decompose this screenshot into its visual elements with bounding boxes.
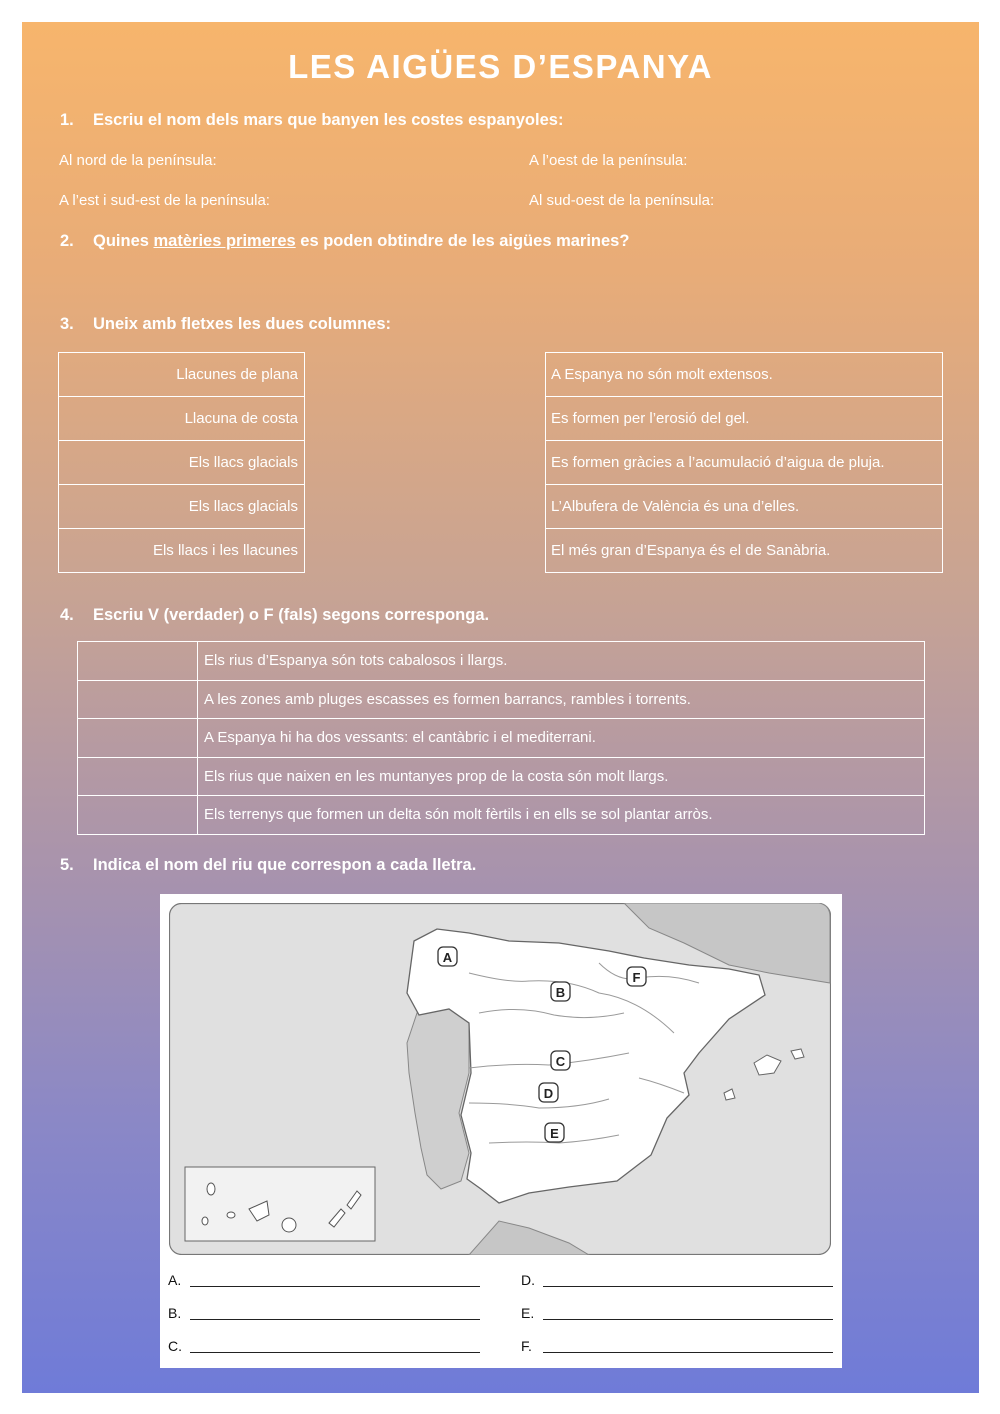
q1-prompt-west: A l’oest de la península: xyxy=(529,152,688,169)
answer-label: C. xyxy=(168,1338,182,1354)
worksheet xyxy=(22,22,979,1393)
marker-a-label: A xyxy=(442,950,453,965)
answer-line-e[interactable] xyxy=(521,1305,841,1325)
match-left-item[interactable]: Els llacs glacials xyxy=(59,485,305,529)
question-3 xyxy=(60,315,391,334)
marker-e-label: E xyxy=(550,1126,559,1141)
match-right-item[interactable]: El més gran d’Espanya és el de Sanàbria. xyxy=(546,529,943,573)
question-5 xyxy=(60,856,476,875)
marker-c-label: C xyxy=(555,1054,566,1069)
q1-prompt-north: Al nord de la península: xyxy=(59,152,217,169)
answer-label: E. xyxy=(521,1305,535,1321)
answer-rule xyxy=(543,1286,833,1287)
question-2 xyxy=(60,232,629,251)
statement-cell: A Espanya hi ha dos vessants: el cantàbric i el mediterrani. xyxy=(198,719,925,758)
marker-f-label: F xyxy=(632,970,641,985)
answer-rule xyxy=(543,1319,833,1320)
answer-line-d[interactable] xyxy=(521,1272,841,1292)
question-4 xyxy=(60,606,489,625)
marker-d-label: D xyxy=(543,1086,554,1101)
q1-prompt-southwest: Al sud-oest de la península: xyxy=(529,192,715,209)
match-right-item[interactable]: A Espanya no són molt extensos. xyxy=(546,353,943,397)
answer-rule xyxy=(190,1352,480,1353)
answer-line-a[interactable] xyxy=(168,1272,488,1292)
true-false-table xyxy=(77,641,925,835)
question-text: Escriu V (verdader) o F (fals) segons corresponga. xyxy=(93,606,490,624)
answer-line-f[interactable] xyxy=(521,1338,841,1358)
statement-cell: Els rius que naixen en les muntanyes prop de la costa són molt llargs. xyxy=(198,757,925,796)
match-right-item[interactable]: Es formen gràcies a l’acumulació d’aigua de pluja. xyxy=(546,441,943,485)
question-text-part: Quines xyxy=(93,232,154,250)
match-left-item[interactable]: Els llacs i les llacunes xyxy=(59,529,305,573)
statement-cell: Els rius d’Espanya són tots cabalosos i llargs. xyxy=(198,642,925,681)
spain-map-svg xyxy=(169,903,831,1255)
answer-rule xyxy=(543,1352,833,1353)
match-left-item[interactable]: Llacuna de costa xyxy=(59,397,305,441)
question-text: Escriu el nom dels mars que banyen les costes espanyoles: xyxy=(93,111,564,129)
marker-b-label: B xyxy=(555,985,566,1000)
answer-cell[interactable] xyxy=(78,796,198,835)
match-left-item[interactable]: Llacunes de plana xyxy=(59,353,305,397)
question-text: Uneix amb fletxes les dues columnes: xyxy=(93,315,392,333)
question-text: Indica el nom del riu que correspon a cada lletra. xyxy=(93,856,477,874)
map-card xyxy=(160,894,842,1368)
page-title: LES AIGÜES D’ESPANYA xyxy=(288,48,713,85)
question-text-part: es poden obtindre de les aigües marines? xyxy=(295,232,630,250)
answer-cell[interactable] xyxy=(78,719,198,758)
match-right-item[interactable]: Es formen per l’erosió del gel. xyxy=(546,397,943,441)
statement-cell: Els terrenys que formen un delta són molt fèrtils i en ells se sol plantar arròs. xyxy=(198,796,925,835)
match-right-item[interactable]: L’Albufera de València és una d’elles. xyxy=(546,485,943,529)
answer-cell[interactable] xyxy=(78,680,198,719)
answer-rule xyxy=(190,1286,480,1287)
answer-label: F. xyxy=(521,1338,532,1354)
match-left-item[interactable]: Els llacs glacials xyxy=(59,441,305,485)
answer-rule xyxy=(190,1319,480,1320)
question-number: 1. xyxy=(60,111,74,129)
statement-cell: A les zones amb pluges escasses es formen barrancs, rambles i torrents. xyxy=(198,680,925,719)
rivers-map xyxy=(169,903,831,1255)
answer-label: D. xyxy=(521,1272,535,1288)
question-number: 5. xyxy=(60,856,74,874)
question-1 xyxy=(60,111,563,130)
question-number: 4. xyxy=(60,606,74,624)
underlined-term: matèries primeres xyxy=(153,232,296,250)
answer-label: B. xyxy=(168,1305,182,1321)
answer-cell[interactable] xyxy=(78,642,198,681)
canary-islands-inset xyxy=(185,1167,375,1241)
answer-line-b[interactable] xyxy=(168,1305,488,1325)
question-number: 3. xyxy=(60,315,74,333)
match-right-column xyxy=(545,352,943,573)
answer-label: A. xyxy=(168,1272,182,1288)
answer-cell[interactable] xyxy=(78,757,198,796)
question-number: 2. xyxy=(60,232,74,250)
answer-line-c[interactable] xyxy=(168,1338,488,1358)
match-left-column xyxy=(58,352,305,573)
q1-prompt-east: A l’est i sud-est de la península: xyxy=(59,192,270,209)
